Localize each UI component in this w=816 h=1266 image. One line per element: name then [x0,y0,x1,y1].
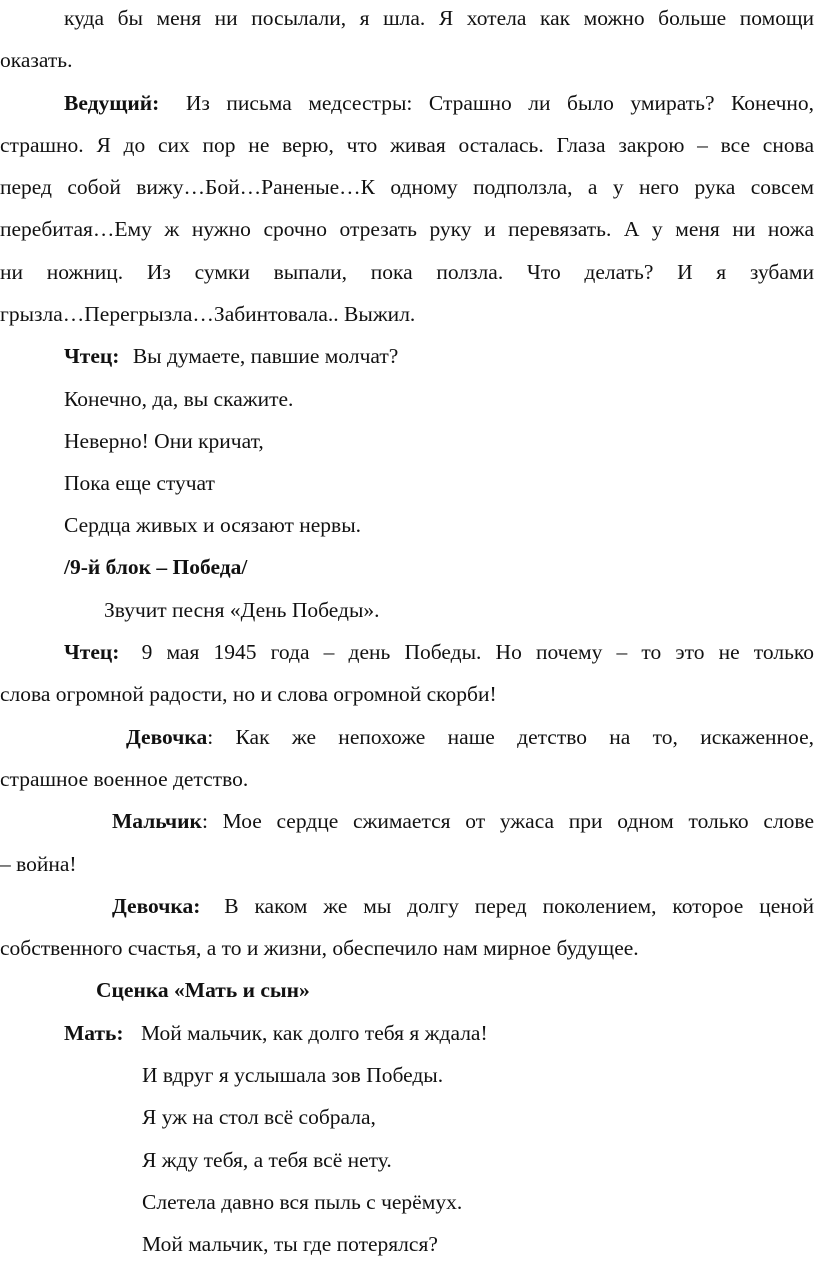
host-paragraph-line-5: ни ножниц. Из сумки выпали, пока ползла. Что делать? И я зубами [0,260,814,284]
speaker-host: Ведущий: [64,91,160,115]
reader-paragraph-line-1: Чтец: 9 мая 1945 года – день Победы. Но почему – то это не только [64,640,815,664]
girl-paragraph-line-2: страшное военное детство. [0,767,249,791]
reader-poem-line-5: Сердца живых и осязают нервы. [64,513,362,537]
reader-poem-line-3: Неверно! Они кричат, [64,429,264,453]
boy-paragraph-line-2: – война! [0,852,77,876]
mother-poem-line-2: И вдруг я услышала зов Победы. [142,1063,444,1087]
mother-poem-line-3: Я уж на стол всё собрала, [142,1105,376,1129]
reader-paragraph-line-2: слова огромной радости, но и слова огромной скорби! [0,682,497,706]
host-paragraph-line-2: страшно. Я до сих пор не верю, что живая осталась. Глаза закрою – все снова [0,133,814,157]
speaker-girl: Девочка [126,725,208,749]
mother-poem-line-1: Мать: Мой мальчик, как долго тебя я ждала! [64,1021,488,1045]
speaker-girl-2: Девочка: [112,894,201,918]
mother-poem-line-6: Мой мальчик, ты где потерялся? [142,1232,438,1256]
paragraph-continuation-line-2: оказать. [0,48,73,72]
reader-poem-line-2: Конечно, да, вы скажите. [64,387,294,411]
reader-poem-line-4: Пока еще стучат [64,471,215,495]
host-paragraph-line-3: перед собой вижу…Бой…Раненые…К одному подползла, а у него рука совсем [0,175,814,199]
girl-paragraph-line-1: Девочка: Как же непохоже наше детство на то, искаженное, [126,725,814,749]
reader-poem-line-1: Чтец: Вы думаете, павшие молчат? [64,344,399,368]
host-paragraph-line-1: Ведущий: Из письма медсестры: Страшно ли было умирать? Конечно, [64,91,815,115]
host-paragraph-line-6: грызла…Перегрызла…Забинтовала.. Выжил. [0,302,416,326]
girl-paragraph-2-line-2: собственного счастья, а то и жизни, обеспечило нам мирное будущее. [0,936,639,960]
speaker-mother: Мать: [64,1021,124,1045]
girl-paragraph-2-line-1: Девочка: В каком же мы долгу перед поколением, которое ценой [112,894,814,918]
speaker-reader-2: Чтец: [64,640,120,664]
scene-title: Сценка «Мать и сын» [96,978,310,1002]
speaker-reader: Чтец: [64,344,120,368]
stage-direction: Звучит песня «День Победы». [104,598,380,622]
host-paragraph-line-4: перебитая…Ему ж нужно срочно отрезать руку и перевязать. А у меня ни ножа [0,217,814,241]
speaker-boy: Мальчик [112,809,202,833]
mother-poem-line-5: Слетела давно вся пыль с черёмух. [142,1190,463,1214]
boy-paragraph-line-1: Мальчик: Мое сердце сжимается от ужаса при одном только слове [112,809,814,833]
block-heading: /9-й блок – Победа/ [64,555,248,579]
mother-poem-line-4: Я жду тебя, а тебя всё нету. [142,1148,392,1172]
paragraph-continuation-line-1: куда бы меня ни посылали, я шла. Я хотела как можно больше помощи [64,6,814,30]
